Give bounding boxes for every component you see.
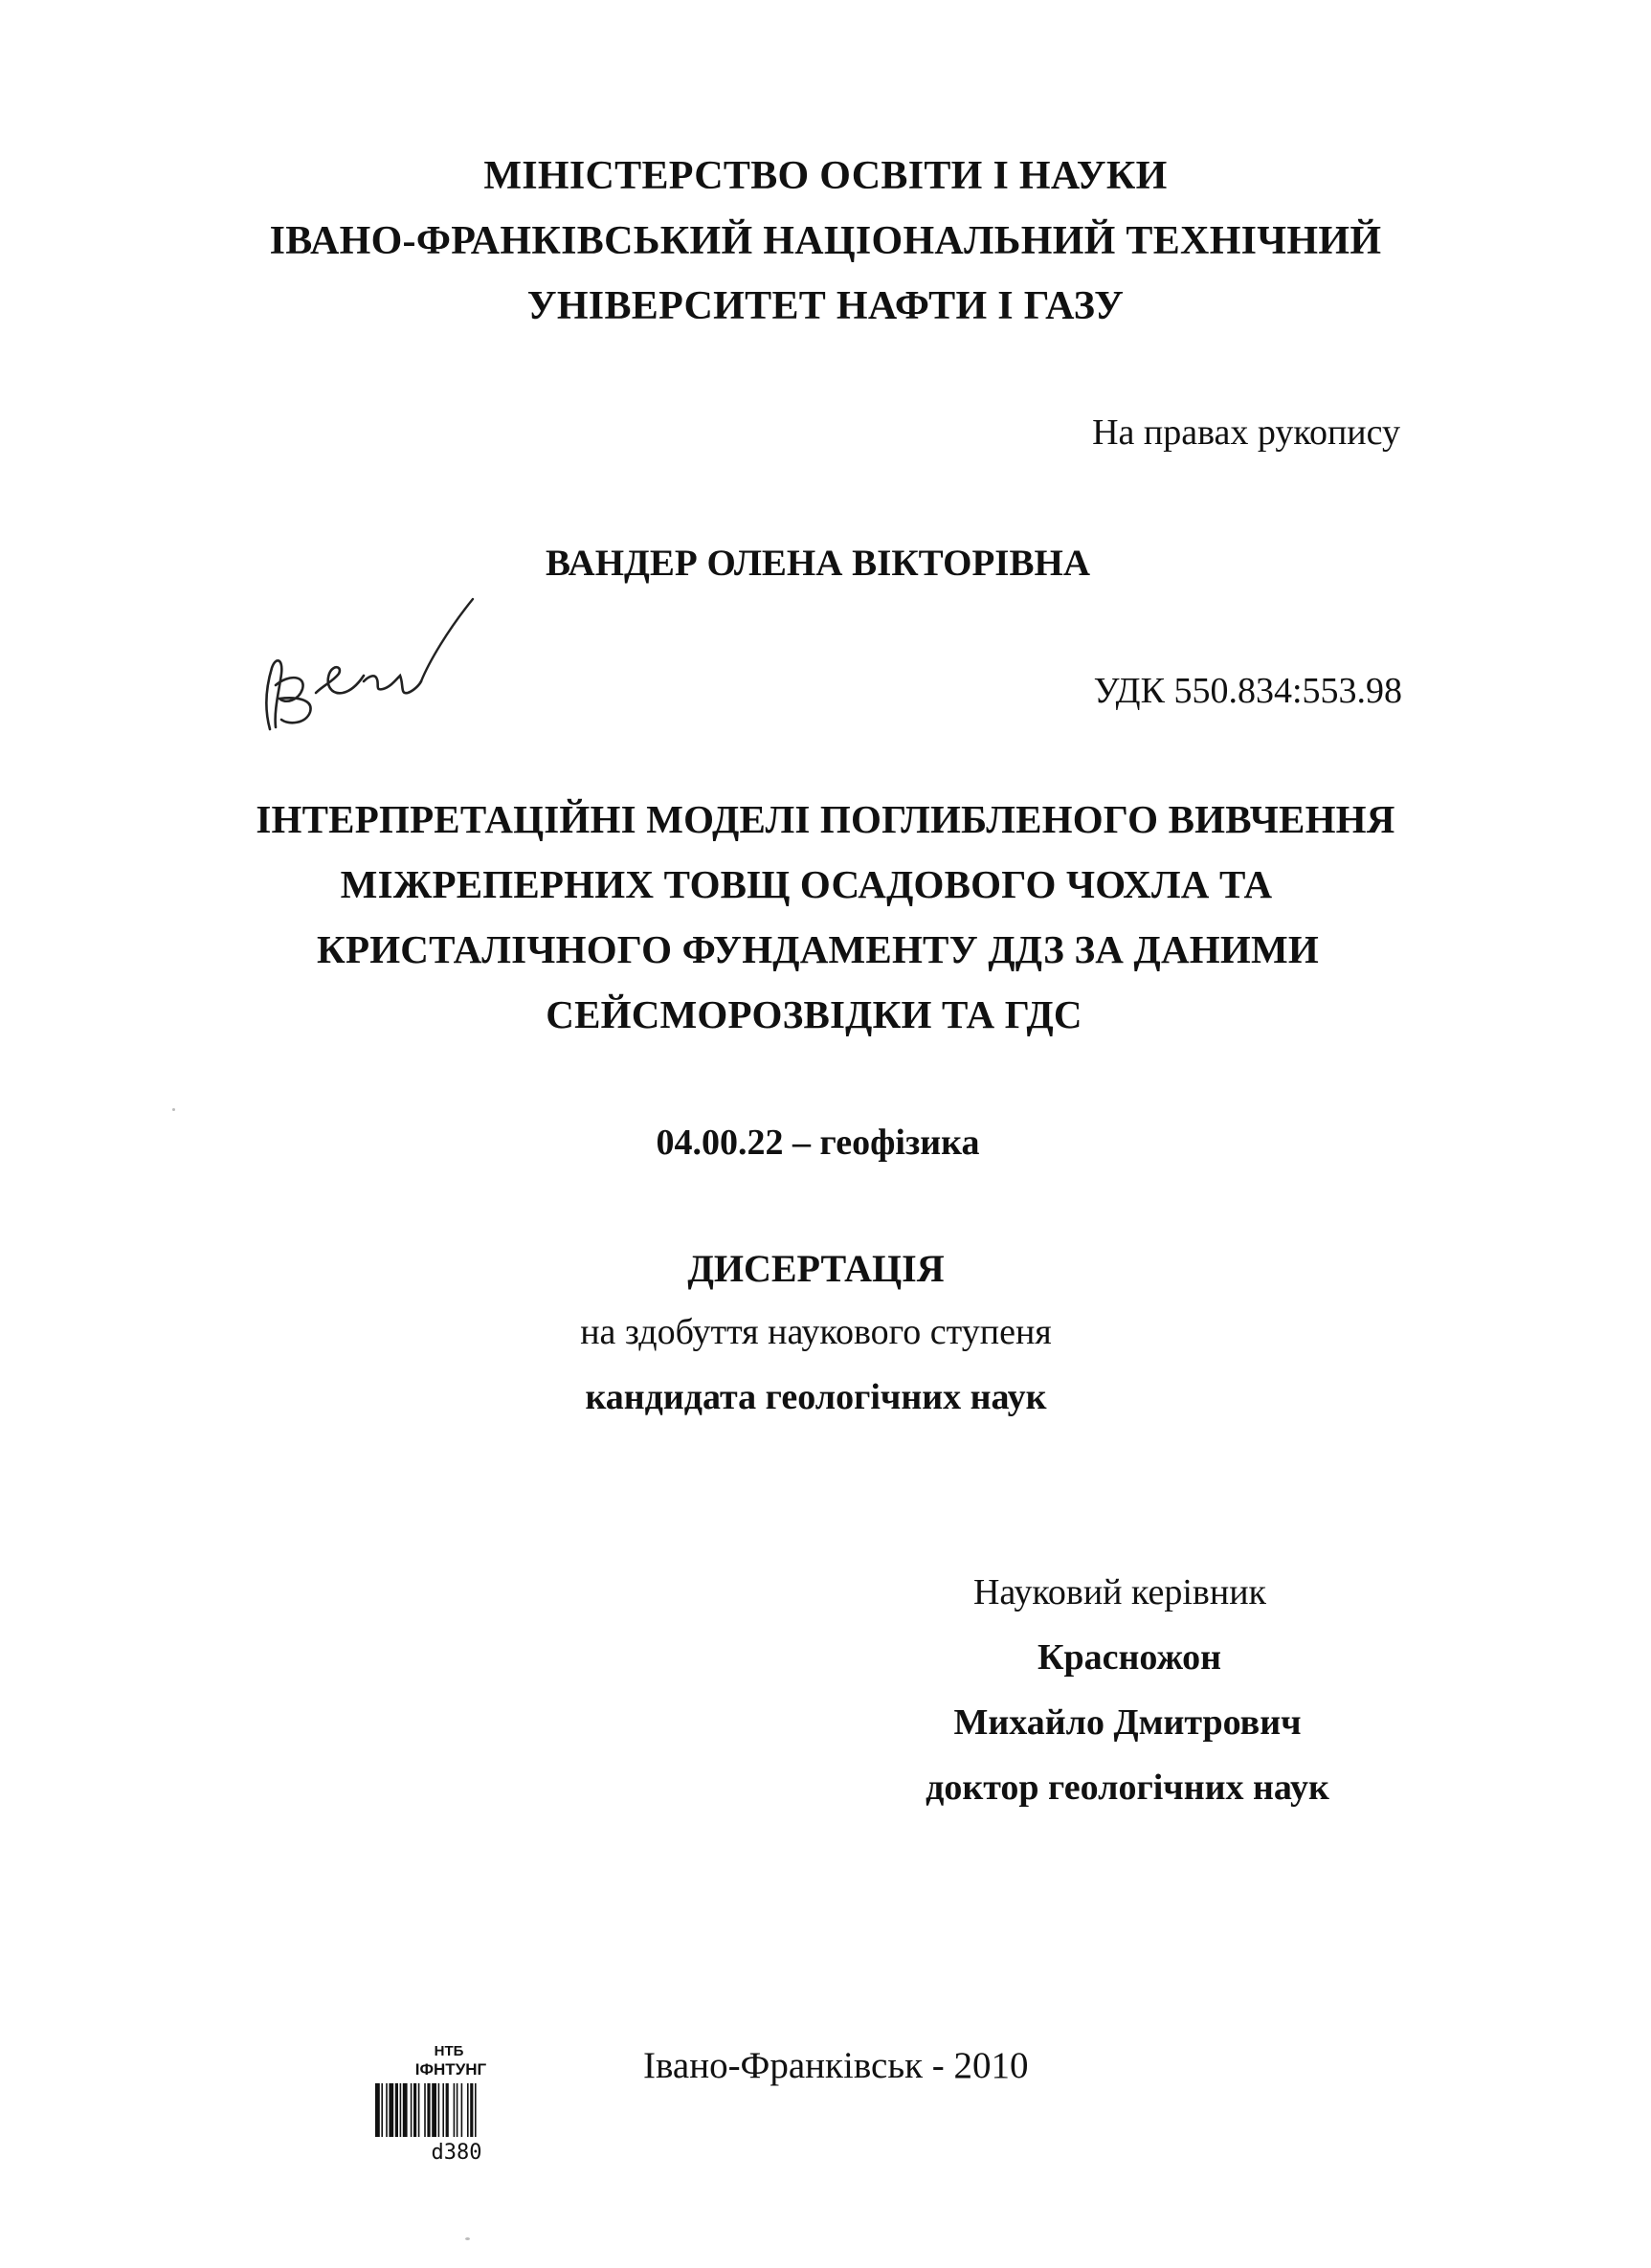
city-year: Івано-Франківськ - 2010 (643, 2045, 1029, 2086)
barcode-bar (432, 2083, 436, 2137)
university-heading-line2: УНІВЕРСИТЕТ НАФТИ І ГАЗУ (526, 284, 1125, 328)
barcode-image (375, 2083, 538, 2137)
barcode-bar (375, 2083, 380, 2137)
stamp-code: d380 (431, 2141, 482, 2165)
barcode-bar (438, 2083, 440, 2137)
barcode-bar (427, 2083, 430, 2137)
ministry-heading: МІНІСТЕРСТВО ОСВІТИ І НАУКИ (483, 154, 1168, 198)
barcode-bar (411, 2083, 413, 2137)
barcode-bar (475, 2083, 477, 2137)
udc-code: УДК 550.834:553.98 (1093, 671, 1402, 711)
supervisor-given-names: Михайло Дмитрович (953, 1702, 1302, 1743)
dissertation-title-line2: МІЖРЕПЕРНИХ ТОВЩ ОСАДОВОГО ЧОХЛА ТА (340, 862, 1273, 906)
barcode-bar (457, 2083, 458, 2137)
supervisor-academic-title: доктор геологічних наук (926, 1768, 1329, 1808)
supervisor-label: Науковий керівник (972, 1572, 1267, 1612)
barcode-bar (418, 2083, 420, 2137)
barcode-bar (413, 2083, 416, 2137)
author-name: ВАНДЕР ОЛЕНА ВІКТОРІВНА (545, 543, 1090, 584)
barcode-bar (400, 2083, 402, 2137)
scan-speck (465, 2237, 470, 2240)
barcode-bar (442, 2083, 444, 2137)
dissertation-title-line1: ІНТЕРПРЕТАЦІЙНІ МОДЕЛІ ПОГЛИБЛЕНОГО ВИВЧЕННЯ (256, 797, 1395, 841)
barcode-bar (381, 2083, 383, 2137)
barcode-bar (461, 2083, 463, 2137)
barcode-bar (424, 2083, 426, 2137)
degree-intro: на здобуття наукового ступеня (580, 1312, 1052, 1352)
university-heading-line1: ІВАНО-ФРАНКІВСЬКИЙ НАЦІОНАЛЬНИЙ ТЕХНІЧНИЙ (269, 219, 1382, 263)
library-stamp (375, 2043, 538, 2177)
stamp-library-line2: ІФНТУНГ (414, 2060, 487, 2079)
barcode-bar (386, 2083, 388, 2137)
manuscript-note: На правах рукопису (1092, 412, 1400, 453)
work-type-heading: ДИСЕРТАЦІЯ (687, 1247, 945, 1290)
supervisor-surname: Красножон (1037, 1637, 1221, 1678)
dissertation-title-line3: КРИСТАЛІЧНОГО ФУНДАМЕНТУ ДДЗ ЗА ДАНИМИ (317, 927, 1319, 971)
barcode-bar (395, 2083, 398, 2137)
specialty-code: 04.00.22 – геофізика (656, 1123, 980, 1163)
barcode-bar (403, 2083, 408, 2137)
barcode-bar (470, 2083, 473, 2137)
signature-image (257, 593, 477, 737)
barcode-bar (467, 2083, 469, 2137)
barcode-bar (446, 2083, 449, 2137)
barcode-bar (454, 2083, 456, 2137)
dissertation-title-line4: СЕЙСМОРОЗВІДКИ ТА ГДС (546, 992, 1082, 1036)
stamp-library-line1: НТБ (434, 2043, 464, 2059)
barcode-bar (389, 2083, 393, 2137)
scan-speck (172, 1108, 175, 1111)
degree-name: кандидата геологічних наук (585, 1377, 1047, 1417)
